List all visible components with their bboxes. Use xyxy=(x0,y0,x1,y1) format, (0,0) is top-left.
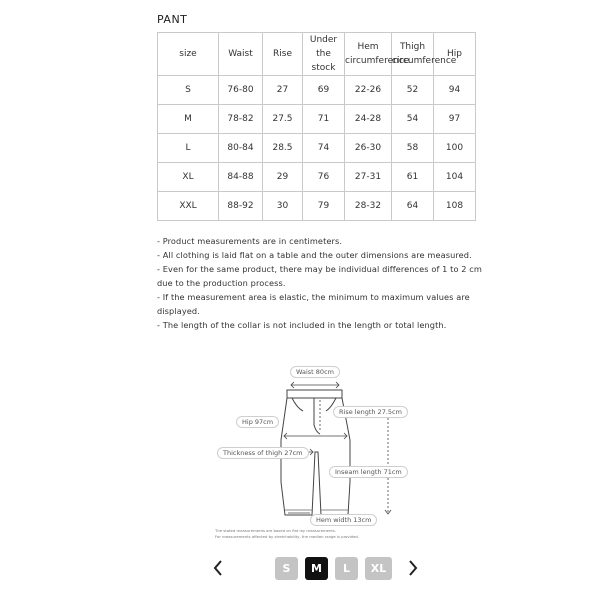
column-header: Thigh circumference xyxy=(392,33,434,76)
column-header: Under the stock xyxy=(303,33,345,76)
table-cell: 64 xyxy=(392,192,434,221)
table-cell: 29 xyxy=(263,163,303,192)
table-cell: 58 xyxy=(392,134,434,163)
table-cell: 52 xyxy=(392,76,434,105)
table-cell: 27 xyxy=(263,76,303,105)
note-line: - Product measurements are in centimeters. xyxy=(157,236,343,246)
column-header: Hip xyxy=(434,33,476,76)
chevron-left-icon xyxy=(212,559,224,577)
note-line: - If the measurement area is elastic, the minimum to maximum values are displayed. xyxy=(157,292,470,316)
prev-button[interactable] xyxy=(207,553,229,583)
column-header: Hem circumference xyxy=(345,33,392,76)
waistband-shape xyxy=(287,390,342,398)
note-line: - All clothing is laid flat on a table and the outer dimensions are measured. xyxy=(157,250,472,260)
table-cell: 27.5 xyxy=(263,105,303,134)
table-cell: 61 xyxy=(392,163,434,192)
fine-print: For measurements affected by stretchability, the median range is provided. xyxy=(215,534,360,539)
table-cell: 28.5 xyxy=(263,134,303,163)
table-cell: 79 xyxy=(303,192,345,221)
table-cell: 22-26 xyxy=(345,76,392,105)
table-cell: 76 xyxy=(303,163,345,192)
table-cell: L xyxy=(158,134,219,163)
fine-print: The stated measurements are based on flat lay measurements. xyxy=(215,528,337,533)
note-line: - The length of the collar is not included in the length or total length. xyxy=(157,320,447,330)
table-cell: 76-80 xyxy=(219,76,263,105)
table-cell: 78-82 xyxy=(219,105,263,134)
table-cell: 84-88 xyxy=(219,163,263,192)
table-cell: 54 xyxy=(392,105,434,134)
table-cell: 108 xyxy=(434,192,476,221)
table-cell: 24-28 xyxy=(345,105,392,134)
chevron-right-icon xyxy=(407,559,419,577)
column-header: Rise xyxy=(263,33,303,76)
table-cell: 100 xyxy=(434,134,476,163)
column-header: Waist xyxy=(219,33,263,76)
rise-label: Rise length 27.5cm xyxy=(333,406,408,418)
table-cell: XXL xyxy=(158,192,219,221)
table-cell: XL xyxy=(158,163,219,192)
size-option-xl[interactable]: XL xyxy=(365,557,392,580)
page-title: PANT xyxy=(157,13,188,26)
table-cell: 26-30 xyxy=(345,134,392,163)
size-option-m[interactable]: M xyxy=(305,557,328,580)
table-cell: 28-32 xyxy=(345,192,392,221)
column-header: size xyxy=(158,33,219,76)
table-cell: S xyxy=(158,76,219,105)
table-cell: 80-84 xyxy=(219,134,263,163)
table-cell: 94 xyxy=(434,76,476,105)
table-cell: 30 xyxy=(263,192,303,221)
next-button[interactable] xyxy=(402,553,424,583)
table-cell: M xyxy=(158,105,219,134)
hip-label: Hip 97cm xyxy=(236,416,279,428)
table-cell: 74 xyxy=(303,134,345,163)
table-cell: 88-92 xyxy=(219,192,263,221)
hem-label: Hem width 13cm xyxy=(310,514,377,526)
fly-seam xyxy=(314,398,320,434)
size-option-s[interactable]: S xyxy=(275,557,298,580)
table-cell: 71 xyxy=(303,105,345,134)
left-pocket xyxy=(292,398,303,411)
table-cell: 104 xyxy=(434,163,476,192)
note-line: - Even for the same product, there may be individual differences of 1 to 2 cm due to the production process. xyxy=(157,264,482,288)
table-cell: 27-31 xyxy=(345,163,392,192)
size-option-l[interactable]: L xyxy=(335,557,358,580)
table-cell: 97 xyxy=(434,105,476,134)
waist-label: Waist 80cm xyxy=(290,366,340,378)
inseam-label: Inseam length 71cm xyxy=(329,466,408,478)
thigh-label: Thickness of thigh 27cm xyxy=(217,447,309,459)
table-cell: 69 xyxy=(303,76,345,105)
